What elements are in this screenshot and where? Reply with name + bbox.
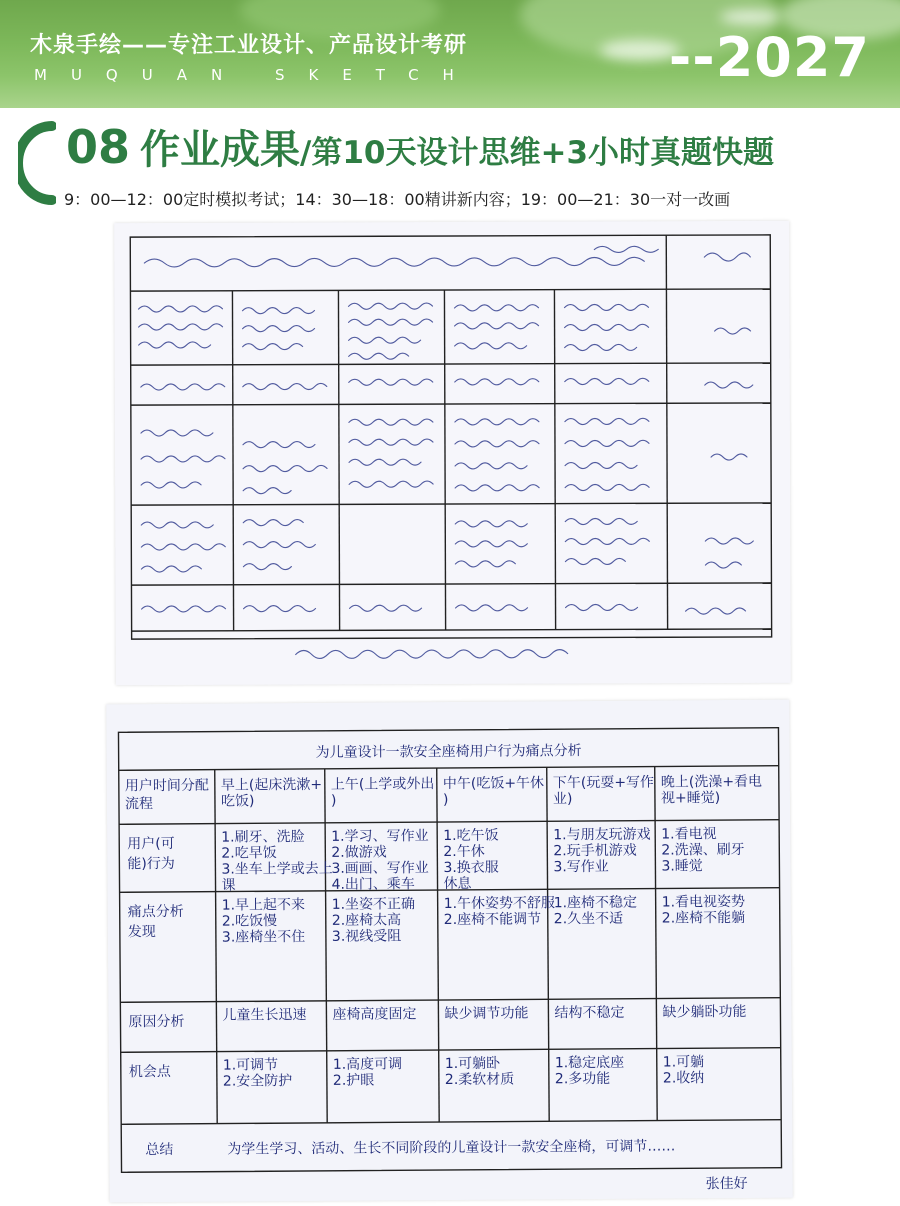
behavior-analysis-table: [106, 700, 792, 1203]
year-label: --2027: [668, 26, 870, 89]
column-header-1: 早上(起床洗漱+吃饭): [220, 776, 323, 810]
column-headers: [221, 773, 762, 810]
table-cell: 1.可躺 2.收纳: [662, 1054, 705, 1087]
table-cell: 1.高度可调 2.护眼: [332, 1056, 403, 1089]
signature: 张佳好: [705, 1175, 748, 1193]
worksheet-title: 为儿童设计一款安全座椅用户行为痛点分析: [315, 743, 582, 761]
summary-text: 为学生学习、活动、生长不同阶段的儿童设计一款安全座椅，可调节……: [227, 1138, 676, 1158]
brand-subtitle: MUQUAN SKETCH: [34, 66, 478, 84]
section-subtitle: /第10天设计思维+3小时真题快题: [300, 135, 775, 171]
table-cell: 1.学习、写作业 2.做游戏 3.画画、写作业 4.出门、乘车: [331, 828, 429, 893]
corner-header: [125, 778, 209, 813]
section-title: 作业成果: [140, 127, 301, 173]
row-label: 原因分析: [128, 1013, 185, 1031]
table-cell: 1.坐姿不正确 2.座椅太高 3.视线受阻: [331, 896, 416, 945]
table-cell: 1.看电视姿势 2.座椅不能躺: [661, 893, 746, 927]
header-banner: [0, 0, 900, 108]
summary-label: 总结: [145, 1141, 174, 1159]
table-cell: 1.可躺卧 2.柔软材质: [444, 1055, 515, 1089]
table-row: [129, 1053, 705, 1090]
table-row: [127, 825, 745, 894]
table-cell: 结构不稳定: [554, 1004, 625, 1022]
corner-header-text: 用户时间分配流程: [124, 777, 209, 813]
table-cell: 1.看电视 2.洗澡、刷牙 3.睡觉: [661, 826, 745, 875]
column-header-2: 上午(上学或外出): [330, 776, 435, 809]
column-header-3: 中午(吃饭+午休): [442, 775, 545, 809]
row-label: 机会点: [128, 1063, 171, 1081]
table-cell: 1.稳定底座 2.多功能: [554, 1054, 625, 1088]
worksheet-photo-1: [114, 221, 791, 685]
table-cell: 座椅高度固定: [332, 1006, 417, 1023]
column-header-4: 下午(玩耍+写作业): [552, 774, 655, 808]
section-heading: [66, 118, 774, 175]
table-cell: 1.吃午饭 2.午休 3.换衣服休息: [443, 827, 499, 893]
table-cell: 1.座椅不稳定 2.久坐不适: [553, 894, 638, 928]
table-row: [128, 893, 746, 946]
section-number: 08: [66, 120, 131, 174]
schedule-text: 9：00—12：00定时模拟考试；14：30—18：00精讲新内容；19：00—21：30一对一改画: [64, 190, 731, 209]
row-label: 用户(可能)行为: [127, 835, 175, 873]
table-cell: 1.刷牙、洗脸 2.吃早饭 3.坐车上学或去上课: [221, 829, 333, 894]
column-header-5: 晚上(洗澡+看电视+睡觉): [660, 773, 763, 807]
table-cell: 缺少躺卧功能: [662, 1003, 747, 1021]
table-cell: 缺少调节功能: [444, 1005, 529, 1023]
row-label: 痛点分析发现: [127, 903, 184, 941]
table-row: [128, 1003, 746, 1030]
brand-title: 木泉手绘——专注工业设计、产品设计考研: [30, 33, 468, 58]
table-cell: 1.与朋友玩游戏 2.玩手机游戏 3.写作业: [553, 826, 651, 876]
handwritten-table-rotated: [114, 221, 791, 685]
table-cell: 儿童生长迅速: [222, 1007, 307, 1024]
worksheet-photo-2: [106, 700, 792, 1203]
table-cell: 1.午休姿势不舒服 2.座椅不能调节: [443, 895, 556, 929]
table-cell: 1.早上起不来 2.吃饭慢 3.座椅坐不住: [221, 897, 306, 946]
accent-arc-icon: [18, 120, 56, 206]
table-cell: 1.可调节 2.安全防护: [222, 1057, 293, 1090]
